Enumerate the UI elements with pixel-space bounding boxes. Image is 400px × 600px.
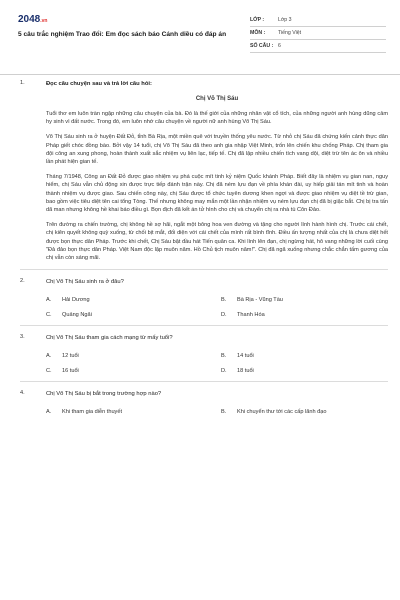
question-4 [20, 390, 388, 416]
option-text: Khi chuyển thư tới các cấp lãnh đạo [237, 409, 327, 416]
option-letter: A. [46, 353, 52, 360]
option-text: Hải Dương [62, 297, 90, 304]
option-letter: A. [46, 409, 52, 416]
meta-table [250, 14, 386, 53]
question-number: 4. [20, 390, 25, 397]
answer-options [46, 352, 388, 375]
question-list [20, 80, 388, 416]
question-divider [20, 269, 388, 270]
answer-option-a[interactable] [46, 352, 221, 360]
option-text: Bà Rịa - Vũng Tàu [237, 297, 283, 304]
option-letter: D. [221, 312, 227, 319]
meta-row-grade [250, 14, 386, 27]
site-logo[interactable] [18, 14, 47, 25]
option-letter: C. [46, 312, 52, 319]
question-number: 1. [20, 80, 25, 86]
option-text: 18 tuổi [237, 368, 254, 375]
option-text: Khi tham gia diễn thuyết [62, 409, 123, 416]
document-title: 5 câu trắc nghiệm Trao đổi: Em đọc sách báo Cánh diều có đáp án [18, 31, 227, 38]
option-text: Quảng Ngãi [62, 312, 92, 319]
question-text: Chị Võ Thị Sáu bị bắt trong trường hợp nào? [46, 391, 162, 398]
meta-key: MÔN : [250, 30, 266, 36]
meta-value: 6 [278, 43, 281, 49]
meta-value: Tiếng Việt [278, 30, 302, 36]
question-number: 3. [20, 334, 25, 341]
option-text: 14 tuổi [237, 353, 254, 360]
meta-key: SỐ CÂU : [250, 43, 274, 49]
answer-option-b[interactable] [221, 408, 396, 416]
option-text: 12 tuổi [62, 353, 79, 360]
option-letter: B. [221, 297, 227, 304]
question-2 [20, 278, 388, 319]
answer-options [46, 408, 388, 416]
story-paragraph: Tháng 7/1948, Công an Đất Đỏ được giao nhiệm vụ phá cuộc mít tinh kỷ niệm Quốc khánh Pháp. Biết đây là nhiệm vụ gian nan, nguy hiểm, chị Sáu vẫn chủ động xin được trực tiếp đánh trận này. Chị đã ném lựu đạn về phía khán đài, uy hiếp giải tán mít tinh và hoàn thành nhiệm vụ được giao. Sau chiến công này, chị Sáu được tổ chức tuyên dương khen ngợi và được giao nhiệm vụ diệt tề trừ gian, bao gồm việc tiêu diệt tên cai tổng Tòng. Thế nhưng không may mắn một lần nhận nhiệm vụ ném lựu đạn chị đã bị giặc bắt. Chị bị tra tấn dã man nhưng không hề khai báo điều gì. Bọn địch đã kết án tử hình cho chị và chuyển chị ra nhà tù Côn Đảo. [46, 174, 388, 214]
question-text: Chị Võ Thị Sáu tham gia cách mạng từ mấy tuổi? [46, 335, 173, 342]
option-text: Thanh Hóa [237, 312, 265, 319]
meta-row-count [250, 40, 386, 53]
story-paragraph: Tuổi thơ em luôn tràn ngập những câu chuyện của bà. Đó là thế giới của những nhân vật cổ tích, của những người anh hùng dũng cảm hy sinh vì đất nước. Trong đó, em luôn nhớ câu chuyện về người nữ anh hùng Võ Thị Sáu. [46, 111, 388, 126]
meta-row-subject [250, 27, 386, 40]
header-divider [0, 74, 400, 75]
page-header [14, 10, 386, 68]
story-paragraph: Võ Thị Sáu sinh ra ở huyện Đất Đỏ, tỉnh Bà Rịa, một miền quê với truyền thống yêu nước. Từ nhỏ chị Sáu đã chứng kiến cảnh thực dân Pháp giết chóc đồng bào. Bởi vậy 14 tuổi, chị Võ Thị Sáu đã theo anh gia nhập Việt Minh, trốn lên chiến khu chống Pháp. Chị tham gia đội công an xung phong, hoàn thành xuất sắc nhiệm vụ liên lạc, tiếp tế. Chị đã lập nhiều chiến tích vang dội, diệt trừ tên ác ôn và nhiều lần phát hiện gian tế. [46, 134, 388, 166]
answer-option-b[interactable] [221, 296, 396, 304]
answer-options [46, 296, 388, 319]
option-letter: A. [46, 297, 52, 304]
answer-option-c[interactable] [46, 311, 221, 319]
answer-option-a[interactable] [46, 296, 221, 304]
answer-option-a[interactable] [46, 408, 221, 416]
question-1 [20, 80, 388, 262]
story-paragraph: Trên đường ra chiến trường, chị không hề sợ hãi, ngắt một bông hoa ven đường và tặng cho người lính hành hình chị. Trước cái chết, chị kiên quyết không quỳ xuống, từ chối bịt mắt, đối diện với cái chết của mình rất bình tĩnh. Điều ấn tượng nhất của chị là chưa diệt hết được bọn thực dân Pháp. Trước khi chết, Chị Sáu bật đầu hát Tiến quân ca. Khi lính lên đạn, chị ngừng hát, hô vang những lời cuối cùng "Đả đảo bọn thực dân Pháp. Việt Nam độc lập muôn năm. Hồ Chủ tịch muôn năm!". Chị đã ngã xuống nhưng chắc chắn tấm gương của chị vẫn còn sáng mãi. [46, 222, 388, 262]
question-divider [20, 381, 388, 382]
option-letter: B. [221, 409, 227, 416]
question-text: Chị Võ Thị Sáu sinh ra ở đâu? [46, 279, 124, 286]
answer-option-d[interactable] [221, 311, 396, 319]
question-text: Đọc câu chuyện sau và trả lời câu hỏi: [46, 81, 152, 87]
option-text: 16 tuổi [62, 368, 79, 375]
logo-main: 2048 [18, 14, 41, 25]
option-letter: C. [46, 368, 52, 375]
story-title: Chị Võ Thị Sáu [195, 96, 239, 102]
meta-value: Lớp 3 [278, 17, 292, 23]
answer-option-d[interactable] [221, 367, 396, 375]
question-divider [20, 325, 388, 326]
question-number: 2. [20, 278, 25, 285]
logo-suffix: .vn [40, 18, 48, 24]
option-letter: D. [221, 368, 227, 375]
answer-option-b[interactable] [221, 352, 396, 360]
question-3 [20, 334, 388, 375]
option-letter: B. [221, 353, 227, 360]
answer-option-c[interactable] [46, 367, 221, 375]
meta-key: LỚP : [250, 17, 265, 23]
